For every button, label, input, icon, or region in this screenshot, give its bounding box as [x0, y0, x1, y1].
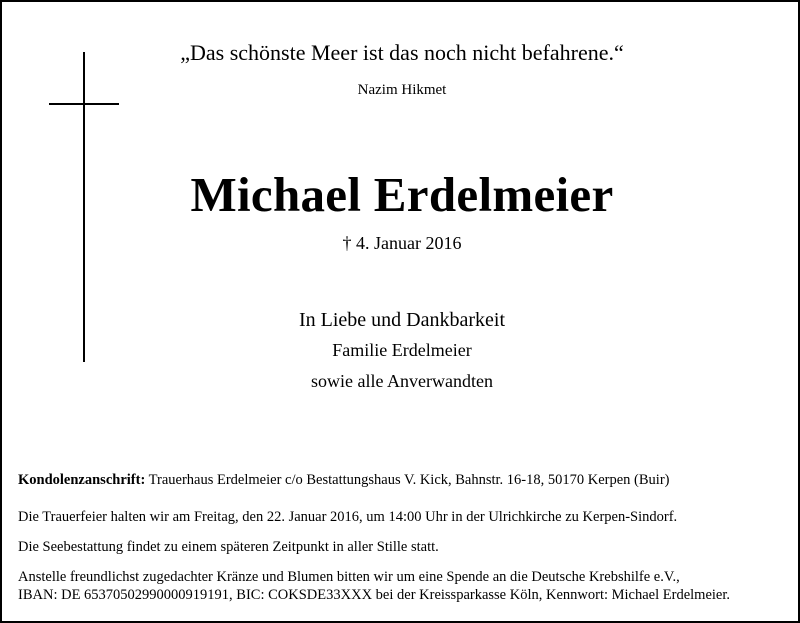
cross-icon-crossbar: [49, 103, 119, 105]
farewell-line-1: In Liebe und Dankbarkeit: [298, 309, 506, 331]
farewell-line-2: Familie Erdelmeier: [332, 340, 472, 360]
condolence-address-line: [18, 472, 670, 489]
donation-text-2: IBAN: DE 65370502990000919191, BIC: COKSDE33XXX bei der Kreissparkasse Köln, Kennwort: Michael Erdelmeier.: [18, 587, 731, 603]
ceremony-text: Die Trauerfeier halten wir am Freitag, den 22. Januar 2016, um 14:00 Uhr in der Ulrichkirche zu Kerpen-Sindorf.: [18, 509, 678, 525]
quote: „Das schönste Meer ist das noch nicht befahrene.“: [180, 40, 624, 65]
death-date: † 4. Januar 2016: [342, 233, 462, 253]
farewell-line-3: sowie alle Anverwandten: [311, 371, 493, 391]
donation-text-1: Anstelle freundlichst zugedachter Kränze und Blumen bitten wir um eine Spende an die Deutsche Krebshilfe e.V.,: [18, 569, 680, 585]
quote-author: Nazim Hikmet: [357, 82, 447, 98]
deceased-name: Michael Erdelmeier: [190, 167, 614, 222]
condolence-label: Kondolenzanschrift:: [18, 472, 146, 488]
burial-text: Die Seebestattung findet zu einem späteren Zeitpunkt in aller Stille statt.: [18, 539, 439, 555]
condolence-address: Trauerhaus Erdelmeier c/o Bestattungshaus V. Kick, Bahnstr. 16-18, 50170 Kerpen (Buir): [148, 472, 670, 488]
